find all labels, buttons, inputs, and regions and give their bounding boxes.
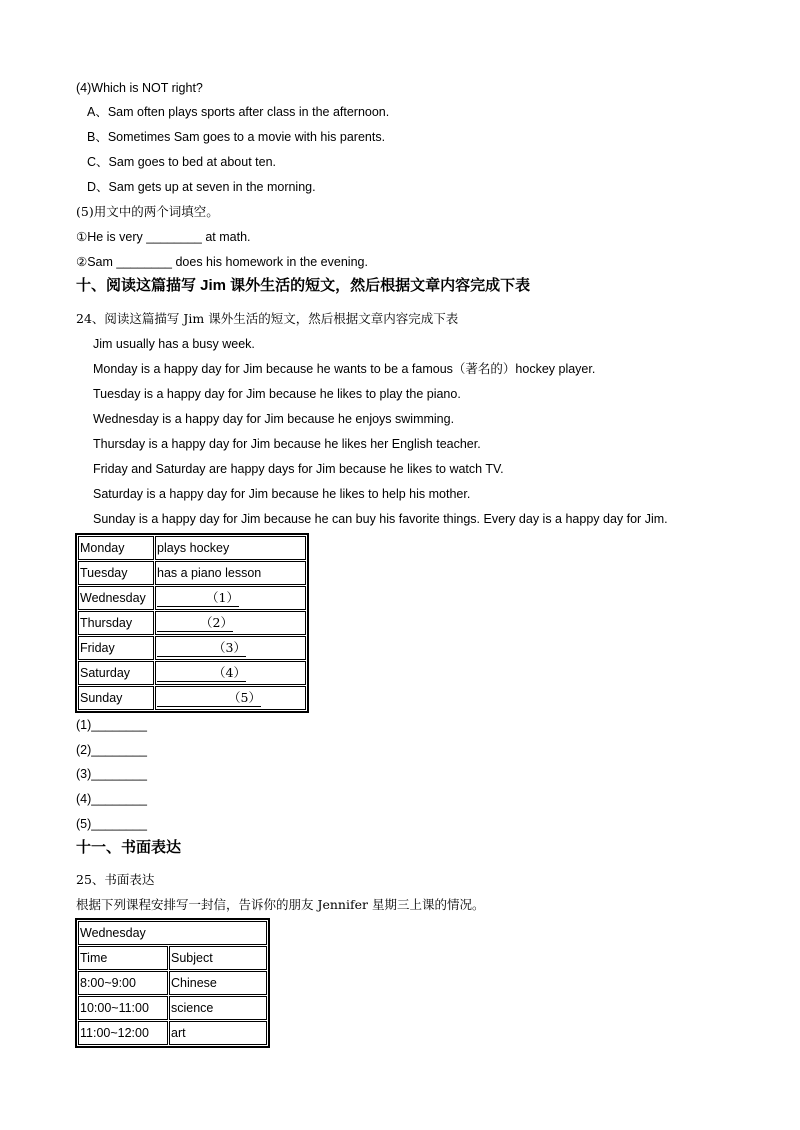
answer-blank-5: (5)________ [76,817,147,831]
section-10-heading: 十、阅读这篇描写 Jim 课外生活的短文，然后根据文章内容完成下表 [76,277,531,294]
q5-item-1: ①He is very ________ at math. [76,230,251,244]
table-row [78,586,306,610]
subject-cell: art [169,1021,267,1045]
schedule-title-cell: Wednesday [78,921,267,945]
section-11-heading: 十一、书面表达 [76,839,182,856]
blank-4: （4） [157,665,246,682]
header-cell-subject: Subject [169,946,267,970]
q4-option-b: B、Sometimes Sam goes to a movie with his parents. [87,130,386,144]
time-cell: 10:00~11:00 [78,996,168,1020]
table-row [78,1021,267,1045]
jim-week-table [75,533,309,713]
blank-1: （1） [157,590,239,607]
table-row [78,971,267,995]
blank-2: （2） [157,615,233,632]
table-row [78,611,306,635]
answer-blank-3: (3)________ [76,767,147,781]
time-cell: 11:00~12:00 [78,1021,168,1045]
blank-cell [155,661,306,685]
writing-instruction: 根据下列课程安排写一封信，告诉你的朋友 Jennifer 星期三上课的情况。 [76,897,485,912]
table-row [78,536,306,560]
passage-line: Tuesday is a happy day for Jim because he likes to play the piano. [93,387,461,401]
q5-item-2: ②Sam ________ does his homework in the evening. [76,255,368,269]
wednesday-schedule-table [75,918,270,1048]
table-row [78,946,267,970]
activity-cell: has a piano lesson [155,561,306,585]
day-cell: Wednesday [78,586,154,610]
blank-cell [155,586,306,610]
q5-question: (5)用文中的两个词填空。 [76,204,219,219]
passage-line: Thursday is a happy day for Jim because he likes her English teacher. [93,437,481,451]
q4-option-c: C、Sam goes to bed at about ten. [87,155,277,169]
question-24-title: 24、阅读这篇描写 Jim 课外生活的短文，然后根据文章内容完成下表 [76,311,459,326]
q4-question: (4)Which is NOT right? [76,81,203,95]
day-cell: Friday [78,636,154,660]
blank-cell [155,686,306,710]
blank-cell [155,611,306,635]
subject-cell: science [169,996,267,1020]
blank-3: （3） [157,640,246,657]
blank-5: （5） [157,690,261,707]
day-cell: Sunday [78,686,154,710]
time-cell: 8:00~9:00 [78,971,168,995]
passage-line: Sunday is a happy day for Jim because he can buy his favorite things. Every day is a happy day for Jim. [93,512,668,526]
day-cell: Saturday [78,661,154,685]
day-cell: Monday [78,536,154,560]
subject-cell: Chinese [169,971,267,995]
answer-blank-4: (4)________ [76,792,147,806]
answer-blank-2: (2)________ [76,743,147,757]
day-cell: Tuesday [78,561,154,585]
question-25-title: 25、书面表达 [76,872,155,887]
passage-line: Friday and Saturday are happy days for Jim because he likes to watch TV. [93,462,504,476]
table-row [78,561,306,585]
passage-line: Monday is a happy day for Jim because he wants to be a famous（著名的）hockey player. [93,362,596,376]
q4-option-d: D、Sam gets up at seven in the morning. [87,180,316,194]
passage-line: Saturday is a happy day for Jim because he likes to help his mother. [93,487,471,501]
header-cell-time: Time [78,946,168,970]
table-row [78,636,306,660]
day-cell: Thursday [78,611,154,635]
blank-cell [155,636,306,660]
passage-line: Jim usually has a busy week. [93,337,255,351]
table-row [78,921,267,945]
activity-cell: plays hockey [155,536,306,560]
q4-option-a: A、Sam often plays sports after class in the afternoon. [87,105,390,119]
table-row [78,661,306,685]
answer-blank-1: (1)________ [76,718,147,732]
table-row [78,996,267,1020]
table-row [78,686,306,710]
passage-line: Wednesday is a happy day for Jim because he enjoys swimming. [93,412,455,426]
